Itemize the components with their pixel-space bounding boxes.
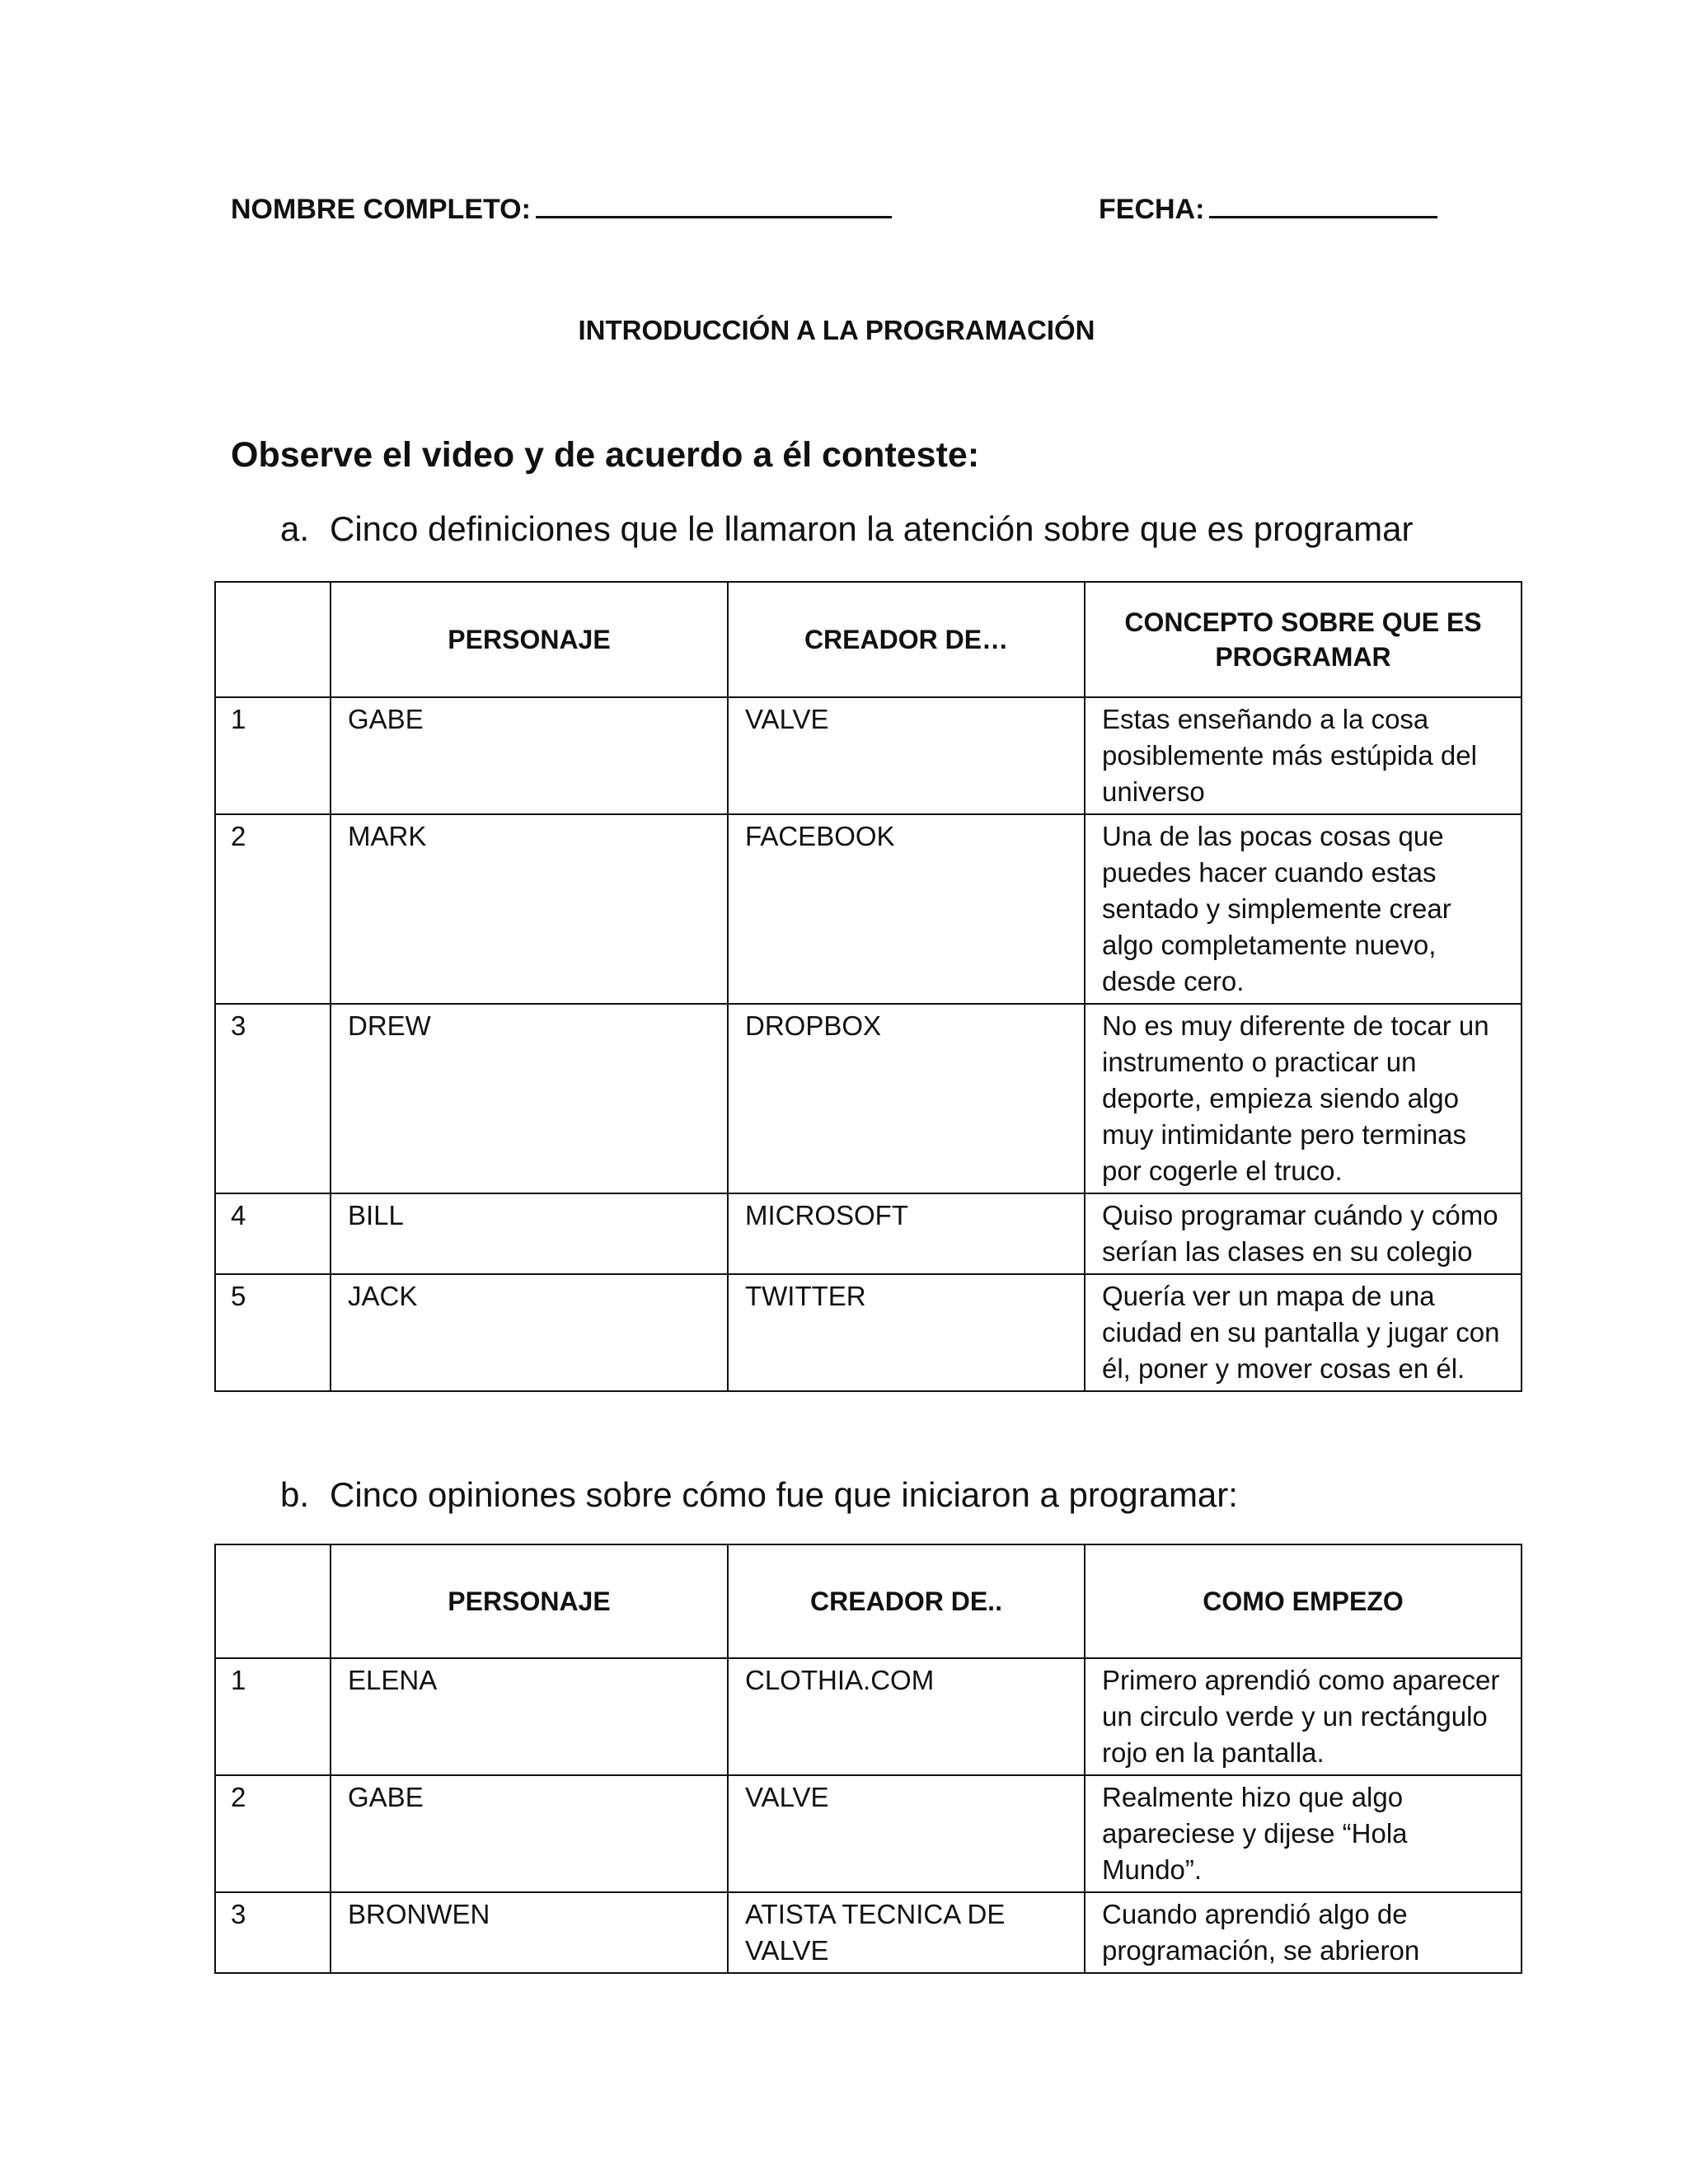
table-row (215, 697, 1522, 814)
creador-cell: VALVE (728, 1775, 1085, 1892)
table-row (215, 814, 1522, 1004)
table-row (215, 1775, 1522, 1892)
creador-cell: DROPBOX (728, 1004, 1085, 1193)
concepto-cell: Una de las pocas cosas que puedes hacer cuando estas sentado y simplemente crear algo completamente nuevo, desde cero. (1085, 814, 1522, 1004)
table-header-row (215, 1544, 1522, 1658)
como-empezo-cell: Realmente hizo que algo apareciese y dijese “Hola Mundo”. (1085, 1775, 1522, 1892)
personaje-cell: DREW (331, 1004, 728, 1193)
row-number: 4 (215, 1193, 331, 1274)
question-b-text: Cinco opiniones sobre cómo fue que iniciaron a programar: (330, 1475, 1238, 1514)
header-cell-number (215, 582, 331, 697)
question-a-text: Cinco definiciones que le llamaron la atención sobre que es programar (330, 509, 1414, 548)
name-label: NOMBRE COMPLETO: (231, 194, 531, 225)
question-a-marker: a. (280, 509, 310, 548)
table-header-row (215, 582, 1522, 697)
creador-cell: MICROSOFT (728, 1193, 1085, 1274)
table-row (215, 1658, 1522, 1775)
personaje-cell: GABE (331, 697, 728, 814)
instruction-text: Observe el video y de acuerdo a él conteste: (231, 435, 980, 475)
como-empezo-cell: Primero aprendió como aparecer un circulo verde y un rectángulo rojo en la pantalla. (1085, 1658, 1522, 1775)
header-cell-como-empezo: COMO EMPEZO (1085, 1544, 1522, 1658)
creador-cell: TWITTER (728, 1274, 1085, 1391)
header-cell-personaje: PERSONAJE (331, 582, 728, 697)
name-blank-line[interactable] (536, 191, 892, 218)
concepto-cell: No es muy diferente de tocar un instrumento o practicar un deporte, empieza siendo algo muy intimidante pero terminas por cogerle el truco. (1085, 1004, 1522, 1193)
creador-cell: VALVE (728, 697, 1085, 814)
date-blank-line[interactable] (1209, 191, 1437, 218)
creador-cell: ATISTA TECNICA DE VALVE (728, 1892, 1085, 1973)
personaje-cell: MARK (331, 814, 728, 1004)
document-title: INTRODUCCIÓN A LA PROGRAMACIÓN (578, 315, 1095, 345)
table-row (215, 1274, 1522, 1391)
personaje-cell: BRONWEN (331, 1892, 728, 1973)
personaje-cell: ELENA (331, 1658, 728, 1775)
date-label: FECHA: (1099, 194, 1205, 225)
header-row (231, 191, 1426, 232)
row-number: 3 (215, 1004, 331, 1193)
creador-cell: CLOTHIA.COM (728, 1658, 1085, 1775)
row-number: 1 (215, 697, 331, 814)
creador-cell: FACEBOOK (728, 814, 1085, 1004)
question-b-marker: b. (280, 1475, 310, 1514)
row-number: 5 (215, 1274, 331, 1391)
date-field (1099, 191, 1437, 226)
row-number: 2 (215, 814, 331, 1004)
opinions-table (214, 1544, 1522, 1974)
personaje-cell: JACK (331, 1274, 728, 1391)
definitions-table (214, 581, 1522, 1392)
concepto-cell: Estas enseñando a la cosa posiblemente más estúpida del universo (1085, 697, 1522, 814)
header-cell-personaje: PERSONAJE (331, 1544, 728, 1658)
row-number: 1 (215, 1658, 331, 1775)
table-row (215, 1004, 1522, 1193)
row-number: 2 (215, 1775, 331, 1892)
header-cell-number (215, 1544, 331, 1658)
como-empezo-cell: Cuando aprendió algo de programación, se abrieron (1085, 1892, 1522, 1973)
header-cell-concepto: CONCEPTO SOBRE QUE ES PROGRAMAR (1085, 582, 1522, 697)
header-cell-creador: CREADOR DE.. (728, 1544, 1085, 1658)
personaje-cell: BILL (331, 1193, 728, 1274)
question-b (280, 1475, 1238, 1515)
row-number: 3 (215, 1892, 331, 1973)
table-row (215, 1193, 1522, 1274)
personaje-cell: GABE (331, 1775, 728, 1892)
header-cell-creador: CREADOR DE… (728, 582, 1085, 697)
concepto-cell: Quería ver un mapa de una ciudad en su pantalla y jugar con él, poner y mover cosas en él. (1085, 1274, 1522, 1391)
table-row (215, 1892, 1522, 1973)
name-field (231, 191, 892, 226)
question-a (280, 509, 1413, 549)
concepto-cell: Quiso programar cuándo y cómo serían las clases en su colegio (1085, 1193, 1522, 1274)
